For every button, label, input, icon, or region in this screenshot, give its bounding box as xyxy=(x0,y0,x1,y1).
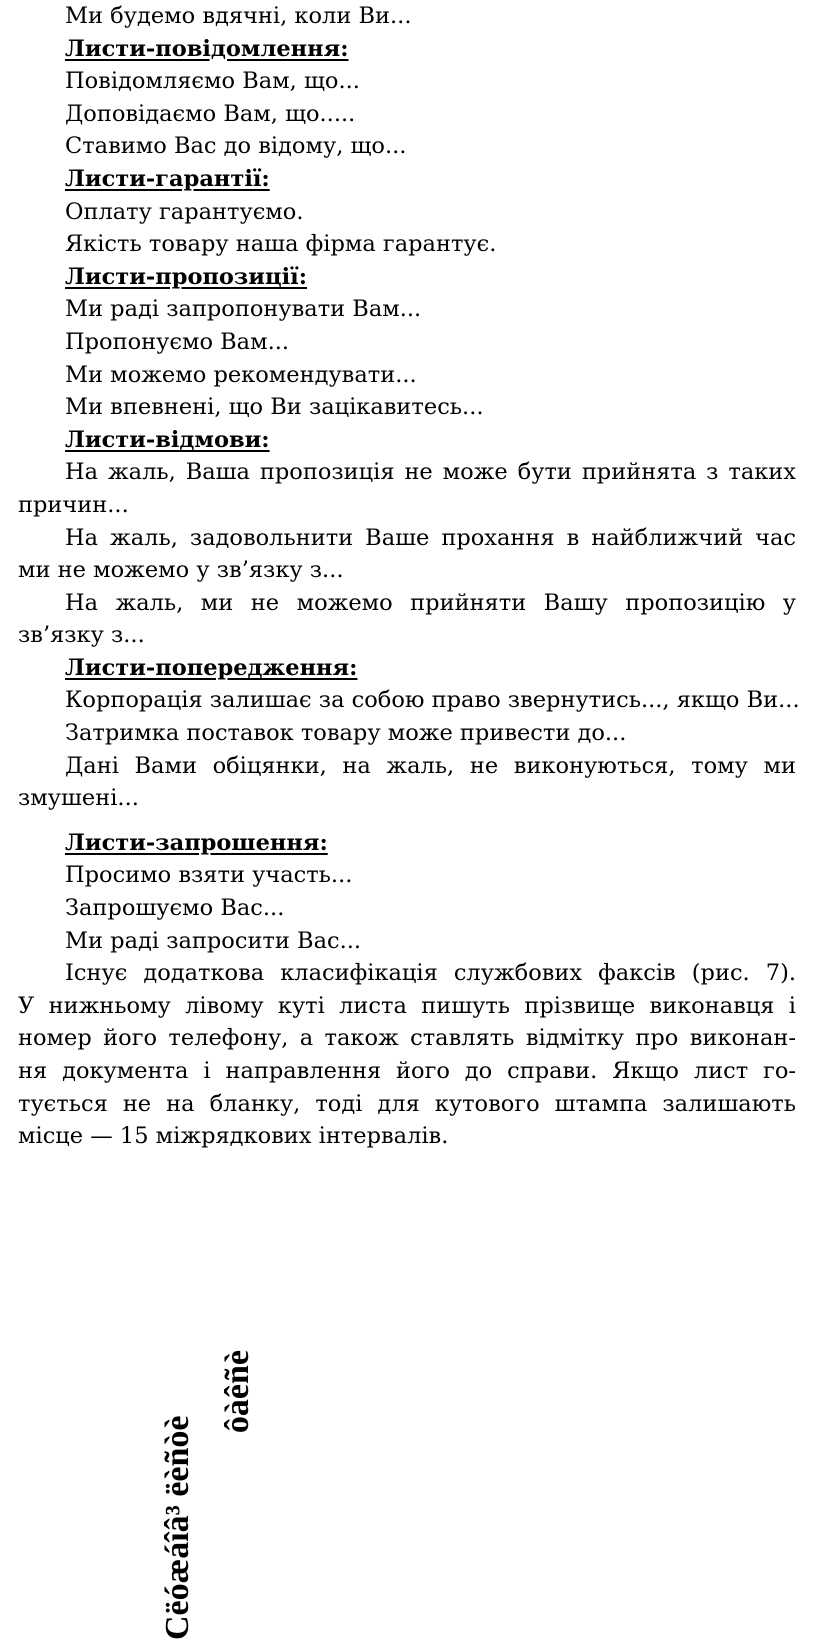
paragraph-line: місце — 15 міжрядкових інтервалів. xyxy=(18,1123,449,1150)
paragraph-line: змушені... xyxy=(18,785,139,812)
section-heading: Листи-відмови: xyxy=(65,426,270,453)
section-heading: Листи-повідомлення: xyxy=(65,35,349,62)
text-line: Ми впевнені, що Ви зацікавитесь... xyxy=(65,394,484,421)
vertical-caption-line-1: Cёóæáîâ³ ëèñòè xyxy=(159,1415,196,1640)
paragraph-line: номер його телефону, а також ставлять відмітку про виконан- xyxy=(18,1025,796,1052)
text-line: Просимо взяти участь... xyxy=(65,862,353,889)
text-line: Оплату гарантуємо. xyxy=(65,198,304,225)
paragraph-line: причин... xyxy=(18,491,129,518)
vertical-caption-line-2: ôàêñè xyxy=(219,1350,256,1434)
text-line: Повідомляємо Вам, що... xyxy=(65,68,360,95)
section-heading: Листи-попередження: xyxy=(65,654,358,681)
text-line: Якість товару наша фірма гарантує. xyxy=(65,231,497,258)
text-line: Затримка поставок товару може привести до... xyxy=(65,720,627,747)
paragraph-line: На жаль, ми не можемо прийняти Вашу пропозицію у xyxy=(65,589,796,616)
paragraph-line: Дані Вами обіцянки, на жаль, не виконуються, тому ми xyxy=(65,752,796,779)
paragraph-line: ня документа і направлення його до справи. Якщо лист го- xyxy=(18,1058,796,1084)
section-heading: Листи-гарантії: xyxy=(65,165,270,192)
paragraph-line: тується не на бланку, тоді для кутового штампа залишають xyxy=(18,1090,796,1117)
document-body xyxy=(18,0,800,1153)
spacer xyxy=(18,815,796,827)
paragraph-line: На жаль, задовольнити Ваше прохання в найближчий час xyxy=(65,524,796,551)
text-line: Корпорація залишає за собою право звернутись..., якщо Ви... xyxy=(65,687,800,714)
paragraph-line: ми не можемо у зв’язку з... xyxy=(18,557,344,584)
paragraph-line: На жаль, Ваша пропозиція не може бути прийнята з таких xyxy=(65,459,796,486)
text-line: Ставимо Вас до відому, що... xyxy=(65,133,407,160)
text-line: Ми можемо рекомендувати... xyxy=(65,361,417,388)
text-line: Запрошуємо Вас... xyxy=(65,895,285,922)
text-line: Пропонуємо Вам... xyxy=(65,328,290,355)
section-heading: Листи-пропозиції: xyxy=(65,263,308,290)
vertical-caption xyxy=(140,1320,280,1640)
section-heading: Листи-запрошення: xyxy=(65,829,328,856)
text-line: Ми раді запросити Вас... xyxy=(65,927,362,954)
text-line: Ми раді запропонувати Вам... xyxy=(65,296,422,323)
paragraph-line: Існує додаткова класифікація службових факсів (рис. 7). xyxy=(65,960,796,987)
text-line: Доповідаємо Вам, що..... xyxy=(65,100,356,127)
paragraph-line: зв’язку з... xyxy=(18,622,145,649)
text-line: Ми будемо вдячні, коли Ви... xyxy=(65,3,412,29)
paragraph-line: У нижньому лівому куті листа пишуть прізвище виконавця і xyxy=(18,992,796,1019)
